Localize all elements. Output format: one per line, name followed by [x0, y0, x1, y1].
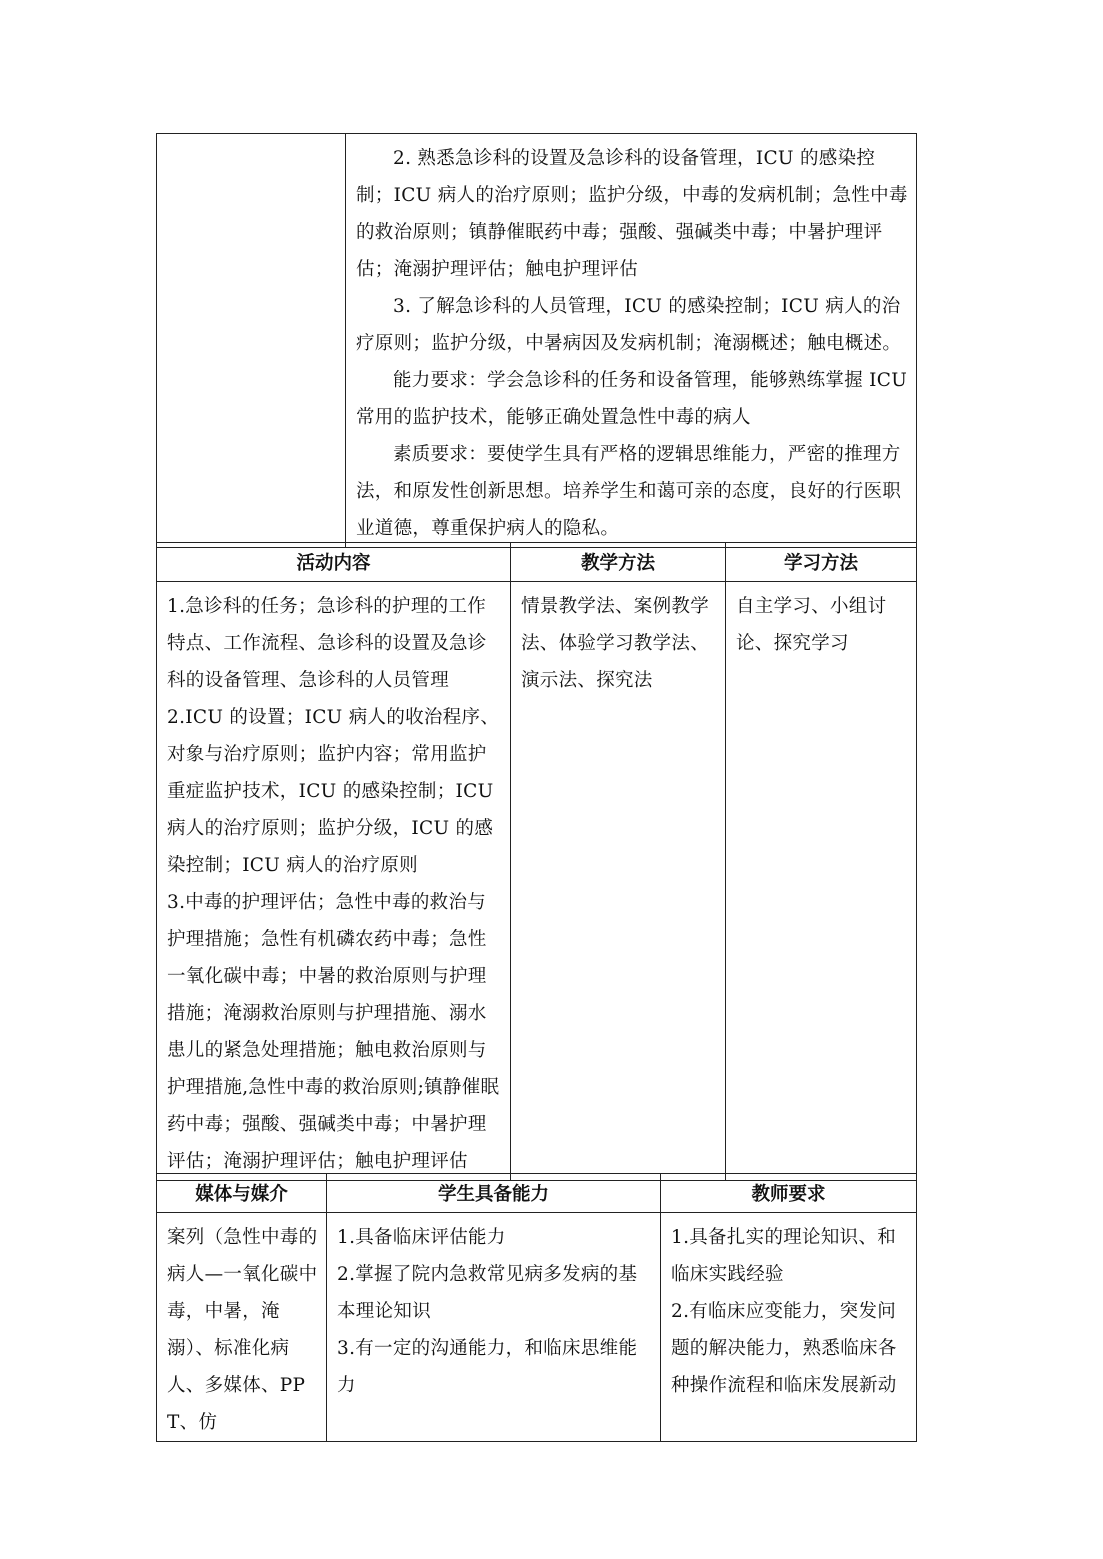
media-text: 案列（急性中毒的病人—一氧化碳中毒，中暑，淹溺）、标准化病人、多媒体、PPT、仿 — [167, 1227, 318, 1433]
teaching-method-cell — [511, 582, 726, 1181]
ability-item-1: 1.具备临床评估能力 — [337, 1227, 506, 1248]
header-teaching-method: 教学方法 — [511, 543, 726, 582]
teaching-method-text: 情景教学法、案例教学法、体验学习教学法、演示法、探究法 — [521, 596, 710, 691]
teacher-requirements-cell — [661, 1213, 917, 1442]
objective-ability: 能力要求：学会急诊科的任务和设备管理，能够熟练掌握 ICU 常用的监护技术，能够正确处置急性中毒的病人 — [356, 370, 908, 428]
header-student-abilities: 学生具备能力 — [327, 1174, 661, 1213]
media-cell — [157, 1213, 327, 1442]
header-media: 媒体与媒介 — [157, 1174, 327, 1213]
header-activity: 活动内容 — [157, 543, 511, 582]
ability-item-2: 2.掌握了院内急救常见病多发病的基本理论知识 — [337, 1264, 638, 1322]
teacher-item-2: 2.有临床应变能力，突发问题的解决能力，熟悉临床各种操作流程和临床发展新动 — [671, 1301, 897, 1396]
objectives-content-cell — [346, 134, 917, 548]
student-abilities-cell — [327, 1213, 661, 1442]
activity-table — [156, 542, 917, 1181]
header-learning-method: 学习方法 — [726, 543, 917, 582]
objectives-label-cell — [157, 134, 346, 548]
header-teacher-requirements: 教师要求 — [661, 1174, 917, 1213]
activity-item-3: 3.中毒的护理评估；急性中毒的救治与护理措施；急性有机磷农药中毒；急性一氧化碳中毒；中暑的救治原则与护理措施；淹溺救治原则与护理措施、溺水患儿的紧急处理措施；触电救治原则与护理措施,急性中毒的救治原则;镇静催眠药中毒；强酸、强碱类中毒；中暑护理评估；淹溺护理评估；触电护理评估 — [167, 892, 500, 1172]
learning-method-text: 自主学习、小组讨论、探究学习 — [736, 596, 887, 654]
objective-familiar: 2. 熟悉急诊科的设置及急诊科的设备管理，ICU 的感染控制；ICU 病人的治疗原则；监护分级，中毒的发病机制；急性中毒的救治原则；镇静催眠药中毒；强酸、强碱类中毒；中暑护理评估；淹溺护理评估；触电护理评估 — [356, 148, 908, 280]
teacher-item-1: 1.具备扎实的理论知识、和临床实践经验 — [671, 1227, 897, 1285]
objective-quality: 素质要求：要使学生具有严格的逻辑思维能力，严密的推理方法，和原发性创新思想。培养学生和蔼可亲的态度，良好的行医职业道德，尊重保护病人的隐私。 — [356, 444, 902, 539]
activity-content-cell — [157, 582, 511, 1181]
objective-understand: 3. 了解急诊科的人员管理，ICU 的感染控制；ICU 病人的治疗原则；监护分级，中暑病因及发病机制；淹溺概述；触电概述。 — [356, 296, 902, 354]
requirements-table — [156, 1173, 917, 1442]
activity-item-1: 1.急诊科的任务；急诊科的护理的工作特点、工作流程、急诊科的设置及急诊科的设备管理、急诊科的人员管理 — [167, 596, 487, 691]
activity-item-2: 2.ICU 的设置；ICU 病人的收治程序、对象与治疗原则；监护内容；常用监护重症监护技术，ICU 的感染控制；ICU 病人的治疗原则；监护分级，ICU 的感染控制；ICU 病人的治疗原则 — [167, 707, 500, 876]
learning-method-cell — [726, 582, 917, 1181]
ability-item-3: 3.有一定的沟通能力，和临床思维能力 — [337, 1338, 638, 1396]
objectives-table — [156, 133, 917, 548]
